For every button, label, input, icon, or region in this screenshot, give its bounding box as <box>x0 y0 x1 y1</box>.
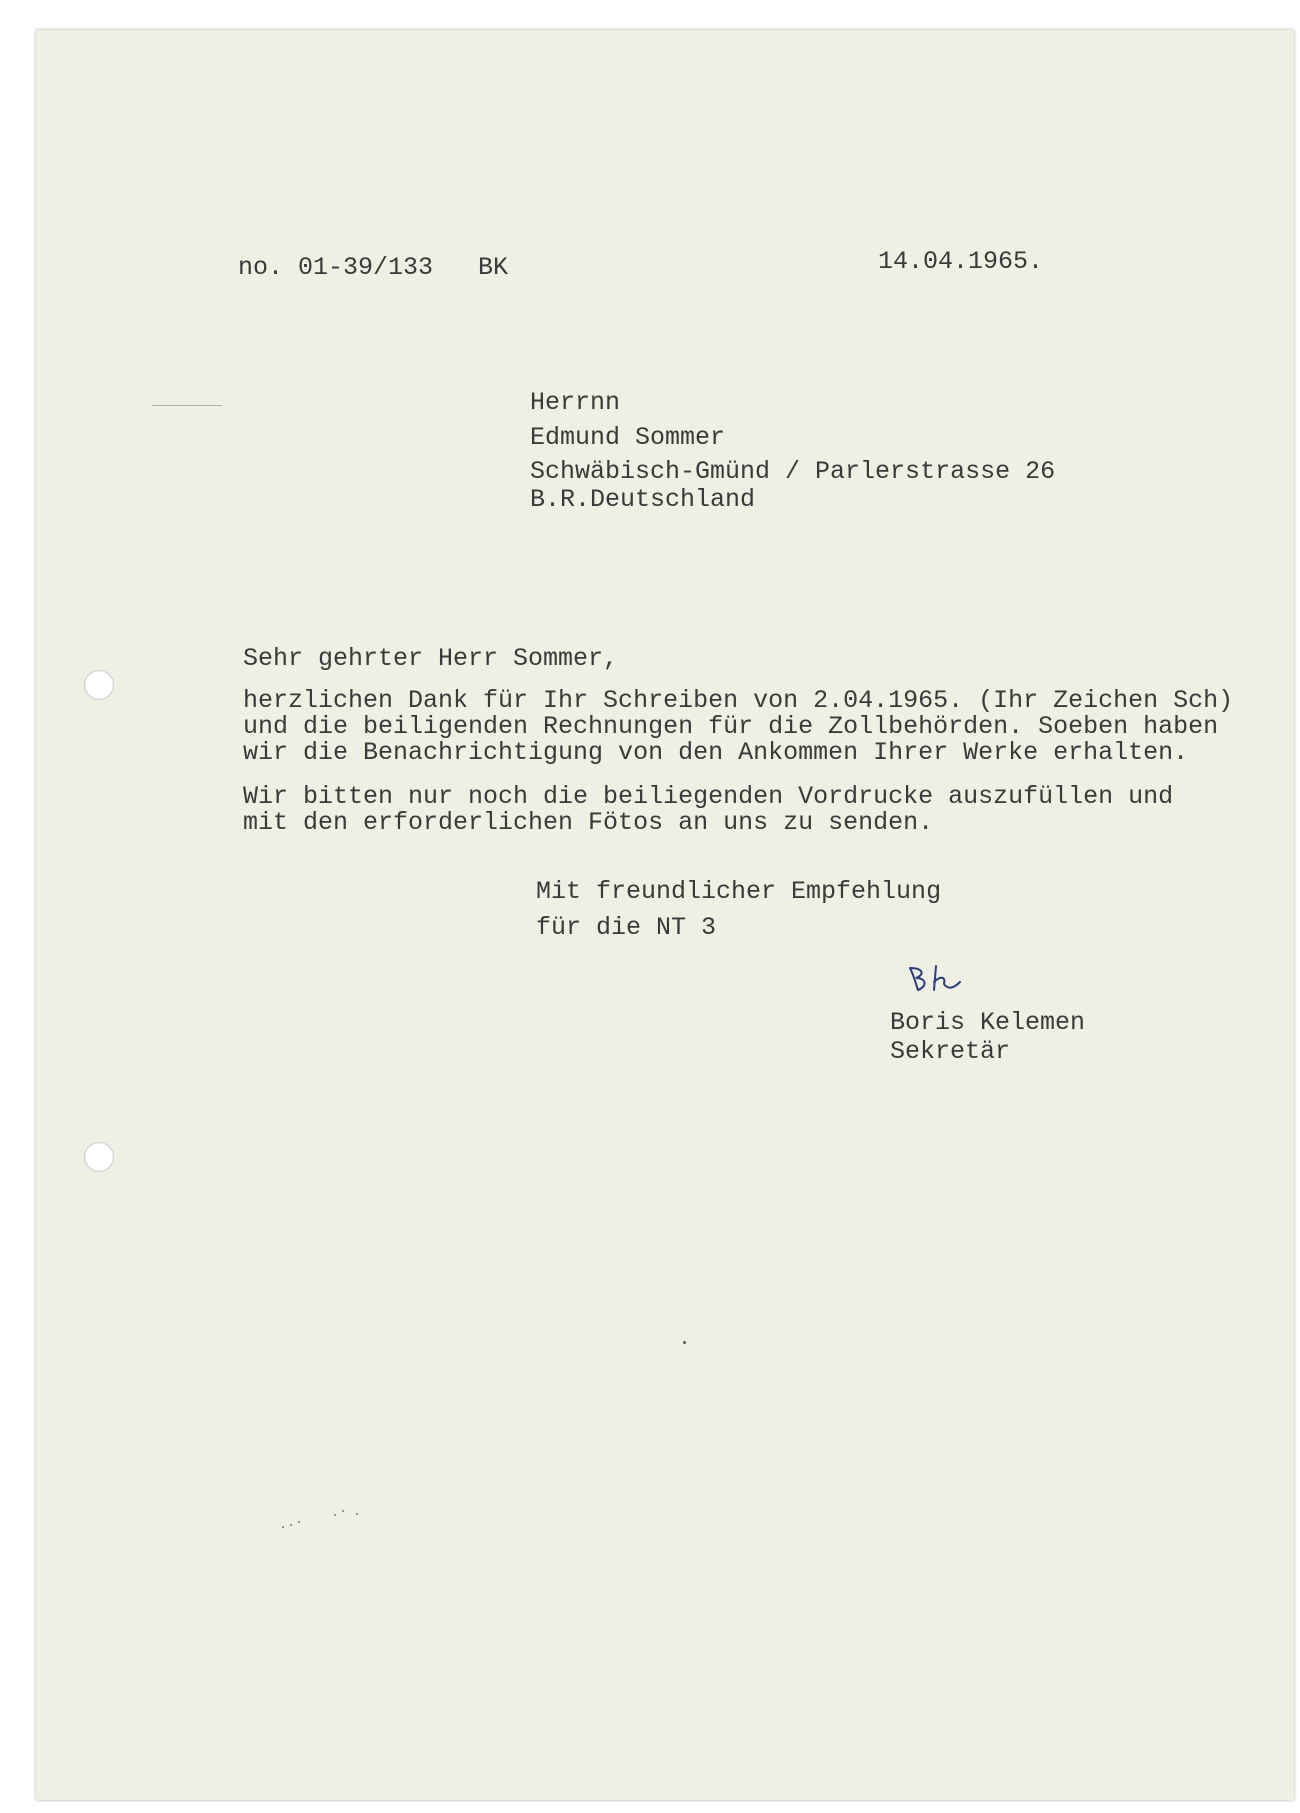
speck-mark <box>683 1341 686 1344</box>
paragraph-2-line-2: mit den erforderlichen Fötos an uns zu senden. <box>243 808 934 837</box>
reference-number: no. 01-39/133 BK <box>238 253 509 282</box>
smudge-mark <box>298 1521 300 1523</box>
paragraph-2-line-1: Wir bitten nur noch die beiliegenden Vordrucke auszufüllen und <box>243 782 1174 811</box>
smudge-mark <box>342 1510 344 1512</box>
recipient-name: Edmund Sommer <box>530 423 726 452</box>
letter-greeting: Sehr gehrter Herr Sommer, <box>243 644 619 673</box>
smudge-mark <box>356 1513 358 1515</box>
faint-mark <box>152 405 222 406</box>
recipient-country: B.R.Deutschland <box>530 485 756 514</box>
letter-date: 14.04.1965. <box>878 247 1044 276</box>
smudge-mark <box>334 1514 336 1516</box>
smudge-mark <box>282 1526 284 1528</box>
paragraph-1-line-1: herzlichen Dank für Ihr Schreiben von 2.04.1965. (Ihr Zeichen Sch) <box>243 686 1234 715</box>
recipient-address: Schwäbisch-Gmünd / Parlerstrasse 26 <box>530 457 1056 486</box>
closing-line-1: Mit freundlicher Empfehlung <box>536 877 942 906</box>
paragraph-1-line-2: und die beiligenden Rechnungen für die Zollbehörden. Soeben haben <box>243 712 1219 741</box>
punch-hole-top <box>84 670 114 700</box>
smudge-mark <box>290 1524 292 1526</box>
paragraph-1-line-3: wir die Benachrichtigung von den Ankommen Ihrer Werke erhalten. <box>243 738 1189 767</box>
recipient-salutation: Herrnn <box>530 388 621 417</box>
punch-hole-bottom <box>84 1142 114 1172</box>
closing-line-2: für die NT 3 <box>536 913 717 942</box>
handwritten-signature <box>904 962 972 996</box>
letter-page <box>36 30 1294 1800</box>
signatory-title: Sekretär <box>890 1037 1011 1066</box>
signatory-name: Boris Kelemen <box>890 1008 1086 1037</box>
